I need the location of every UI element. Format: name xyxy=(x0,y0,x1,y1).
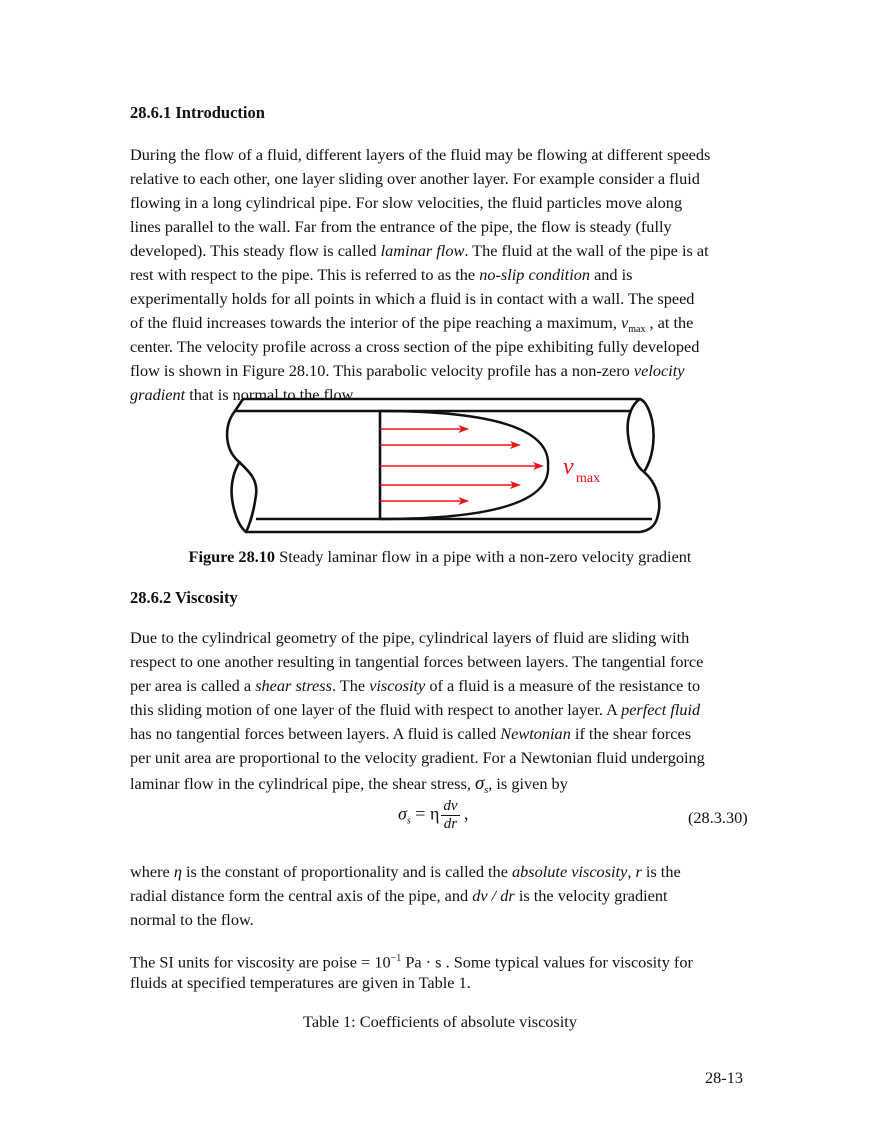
term-no-slip: no-slip condition xyxy=(479,265,590,284)
pipe-flow-figure xyxy=(222,393,667,538)
figure-caption xyxy=(0,547,880,567)
term-absolute-viscosity: absolute viscosity xyxy=(512,862,628,881)
term-velocity: velocity xyxy=(633,361,685,380)
subscript-s: s xyxy=(484,785,489,796)
text-line: per unit area are proportional to the velocity gradient. For a Newtonian fluid undergoing xyxy=(130,748,705,767)
subscript-max: max xyxy=(628,324,646,335)
symbol-sigma: σ xyxy=(474,773,485,794)
text: this sliding motion of one layer of the fluid with respect to another layer. A xyxy=(130,700,622,719)
text: flow is shown in Figure 28.10. This parabolic velocity profile has a non-zero xyxy=(130,361,634,380)
eq-equals-eta: = η xyxy=(410,803,440,824)
text-line xyxy=(130,698,760,722)
text: is the constant of proportionality and is called the xyxy=(181,862,512,881)
text: and is xyxy=(590,265,633,284)
text-line xyxy=(130,884,760,908)
text: of a fluid is a measure of the resistance to xyxy=(425,676,701,695)
text: , at the xyxy=(645,313,694,332)
text: . The xyxy=(331,676,370,695)
equation-number: (28.3.30) xyxy=(688,808,748,827)
text: of the fluid increases towards the interior of the pipe reaching a maximum, xyxy=(130,313,621,332)
text-line: lines parallel to the wall. Far from the entrance of the pipe, the flow is steady (fully xyxy=(130,217,672,236)
text: , xyxy=(627,862,636,881)
text-line: normal to the flow. xyxy=(130,910,254,929)
text: developed). This steady flow is called xyxy=(130,241,381,260)
text-line xyxy=(130,263,760,287)
term-laminar-flow: laminar flow xyxy=(380,241,465,260)
vmax-label-v: v xyxy=(563,454,574,480)
section-heading-introduction: 28.6.1 Introduction xyxy=(130,103,265,122)
eq-denominator: dr xyxy=(443,816,458,832)
shear-stress-equation xyxy=(398,798,469,833)
exponent: −1 xyxy=(390,953,402,964)
text-line xyxy=(130,239,760,263)
term-gradient: gradient xyxy=(130,385,186,404)
introduction-paragraph xyxy=(130,143,760,407)
text: Pa · s . Some typical values for viscosity for xyxy=(401,952,693,972)
text: where xyxy=(130,862,174,881)
viscosity-paragraph xyxy=(130,626,760,796)
text: The SI units for viscosity are poise = 10 xyxy=(130,952,391,972)
term-perfect-fluid: perfect fluid xyxy=(621,700,701,719)
text: radial distance form the central axis of the pipe, and xyxy=(130,886,473,905)
text-line xyxy=(130,674,760,698)
text: per area is called a xyxy=(130,676,256,695)
text-line: relative to each other, one layer sliding over another layer. For example consider a fluid xyxy=(130,169,700,188)
pipe-right-end xyxy=(628,399,654,472)
text-line xyxy=(130,947,760,971)
text-line: fluids at specified temperatures are given in Table 1. xyxy=(130,973,471,992)
text-line xyxy=(130,770,760,796)
text: has no tangential forces between layers. A fluid is called xyxy=(130,724,501,743)
eq-fraction xyxy=(441,798,459,833)
term-viscosity: viscosity xyxy=(369,676,426,695)
table-caption: Table 1: Coefficients of absolute viscosity xyxy=(303,1012,577,1031)
velocity-arrows xyxy=(380,425,544,505)
eq-subscript-s: s xyxy=(406,815,411,827)
eq-sigma: σ xyxy=(398,803,407,824)
term-newtonian: Newtonian xyxy=(500,724,571,743)
page-number: 28-13 xyxy=(705,1068,743,1087)
symbol-eta: η xyxy=(173,862,182,881)
text: that is normal to the flow. xyxy=(185,385,357,404)
symbol-r: r xyxy=(635,862,642,881)
text-line xyxy=(130,311,760,335)
text-line: flowing in a long cylindrical pipe. For slow velocities, the fluid particles move along xyxy=(130,193,683,212)
text-line xyxy=(130,860,760,884)
text: is the xyxy=(641,862,681,881)
text: laminar flow in the cylindrical pipe, the shear stress, xyxy=(130,774,475,793)
text-line: Due to the cylindrical geometry of the pipe, cylindrical layers of fluid are sliding with xyxy=(130,628,690,647)
si-units-paragraph xyxy=(130,947,760,995)
text-line: experimentally holds for all points in which a fluid is in contact with a wall. The speed xyxy=(130,289,695,308)
text-line: center. The velocity profile across a cross section of the pipe exhibiting fully developed xyxy=(130,337,700,356)
text: is the velocity gradient xyxy=(514,886,668,905)
text-line xyxy=(130,359,760,383)
figure-label: Figure 28.10 xyxy=(188,547,276,566)
eq-numerator: dv xyxy=(443,798,458,814)
pipe-right-end-lower xyxy=(640,472,659,532)
text-line: respect to one another resulting in tangential forces between layers. The tangential force xyxy=(130,652,704,671)
text: if the shear forces xyxy=(570,724,692,743)
definition-paragraph xyxy=(130,860,760,932)
text: . The fluid at the wall of the pipe is at xyxy=(464,241,709,260)
symbol-v: v xyxy=(621,313,629,332)
vmax-label-max: max xyxy=(576,471,601,486)
text-line: During the flow of a fluid, different layers of the fluid may be flowing at different speeds xyxy=(130,145,711,164)
section-heading-viscosity: 28.6.2 Viscosity xyxy=(130,588,238,607)
text: rest with respect to the pipe. This is referred to as the xyxy=(130,265,480,284)
pipe-left-end xyxy=(227,399,256,532)
term-shear-stress: shear stress xyxy=(255,676,332,695)
figure-caption-text: Steady laminar flow in a pipe with a non-zero velocity gradient xyxy=(275,547,692,566)
text-line xyxy=(130,722,760,746)
text: , is given by xyxy=(488,774,568,793)
eq-comma: , xyxy=(459,803,469,824)
symbol-dv-dr: dv / dr xyxy=(472,886,515,905)
